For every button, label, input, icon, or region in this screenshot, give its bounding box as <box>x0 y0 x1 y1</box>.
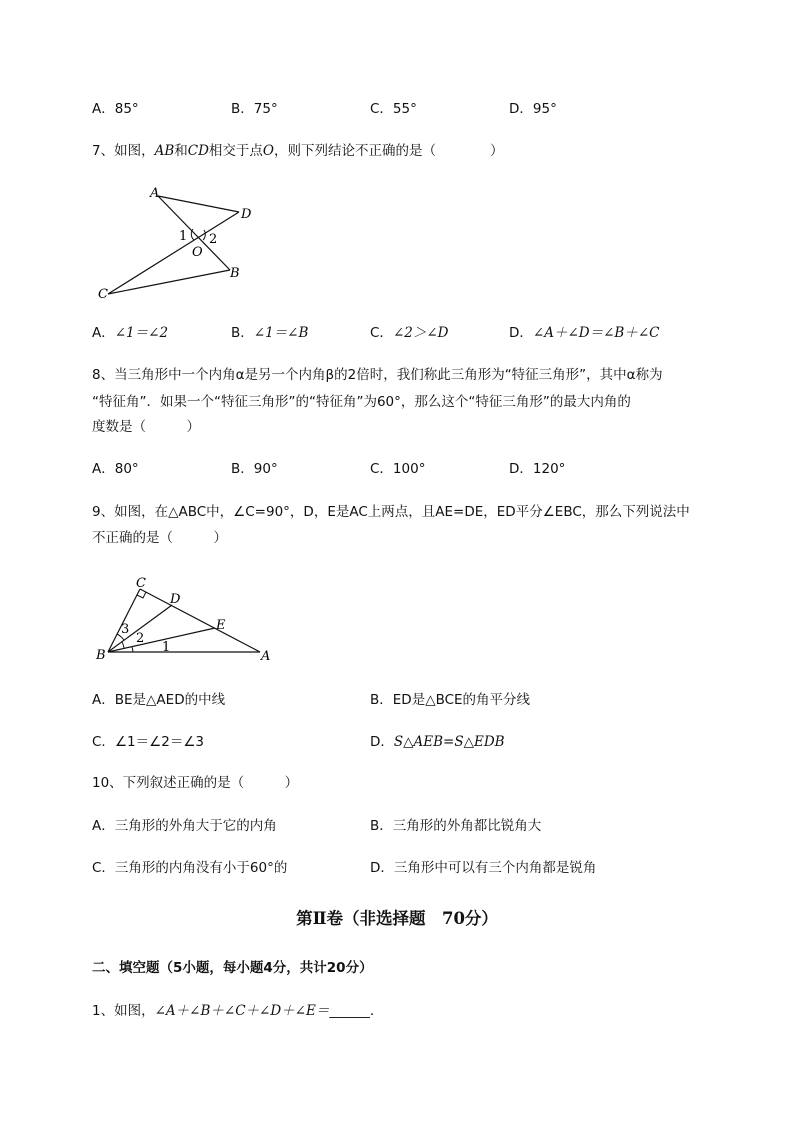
q7-option-a-text: ∠1＝∠2 <box>114 325 169 341</box>
q9-option-a <box>92 690 225 710</box>
q9-option-d-letter: D． <box>370 734 394 750</box>
q7-label-a: A <box>150 186 160 201</box>
q7-stem-o: O <box>262 143 274 159</box>
q7-label-c: C <box>98 287 108 302</box>
q7-option-c-text: ∠2＞∠D <box>392 325 449 341</box>
q7-stem-and: 和 <box>174 143 188 159</box>
q7-option-d-text: ∠A＋∠D＝∠B＋∠C <box>532 325 660 341</box>
q7-stem-cd: CD <box>187 143 209 159</box>
q6-option-a: A．85° <box>92 101 139 117</box>
q9-label-c: C <box>136 576 146 591</box>
q6-option-d: D．95° <box>509 101 557 117</box>
q7-segment-ad <box>158 196 239 212</box>
section-heading: 二、填空题（5小题，每小题4分，共计20分） <box>92 960 373 976</box>
q6-option-c: C．55° <box>370 101 417 117</box>
q9-option-c-text: ∠1＝∠2＝∠3 <box>114 734 205 750</box>
q7-option-b <box>231 323 308 343</box>
q10-stem: 10、下列叙述正确的是（ ） <box>92 775 299 791</box>
q7-stem <box>92 141 504 161</box>
fill-q1-prefix: 1、如图， <box>92 1003 155 1019</box>
q6-option-b: B．75° <box>231 101 278 117</box>
q7-option-d-letter: D． <box>509 325 533 341</box>
q7-option-c-letter: C． <box>370 325 393 341</box>
q9-option-c <box>92 732 204 752</box>
q7-angle-1-arc <box>191 229 194 240</box>
q7-figure <box>90 180 260 305</box>
q8-option-d: D．120° <box>509 461 566 477</box>
q7-label-1: 1 <box>179 229 188 244</box>
q9-angle-2-arc <box>122 642 124 648</box>
q9-option-b <box>370 690 530 710</box>
q9-option-c-letter: C． <box>92 734 115 750</box>
q9-stem-line2: 不正确的是（ ） <box>92 530 227 546</box>
q9-label-1: 1 <box>162 640 171 655</box>
q9-option-d-text: S△AEB=S△EDB <box>393 734 505 750</box>
q7-label-2: 2 <box>209 232 218 247</box>
q8-option-c: C．100° <box>370 461 426 477</box>
q10-option-b: B．三角形的外角都比锐角大 <box>370 818 542 834</box>
q7-stem-ab: AB <box>154 143 175 159</box>
fill-q1 <box>92 1001 383 1021</box>
q9-option-a-text: BE是△AED的中线 <box>114 692 226 708</box>
q8-stem-line2: “特征角”．如果一个“特征三角形”的“特征角”为60°，那么这个“特征三角形”的最大内角的 <box>92 394 631 410</box>
q7-option-a-letter: A． <box>92 325 115 341</box>
q9-label-a: A <box>261 649 271 664</box>
q8-stem-line1: 8、当三角形中一个内角α是另一个内角β的2倍时，我们称此三角形为“特征三角形”，其中α称为 <box>92 367 663 383</box>
q7-stem-mid: 相交于点 <box>208 143 263 159</box>
q9-option-d <box>370 732 505 752</box>
q7-label-d: D <box>241 207 252 222</box>
q9-option-b-text: ED是△BCE的角平分线 <box>392 692 531 708</box>
q7-option-b-letter: B． <box>231 325 254 341</box>
q7-label-b: B <box>230 266 240 281</box>
q7-stem-suffix: ，则下列结论不正确的是（ ） <box>274 143 504 159</box>
q9-label-2: 2 <box>136 631 145 646</box>
section-title <box>0 905 794 929</box>
q7-option-c <box>370 323 448 343</box>
q9-stem-line1: 9、如图，在△ABC中，∠C=90°，D，E是AC上两点，且AE=DE，ED平分∠EBC，那么下列说法中 <box>92 504 690 520</box>
q9-label-3: 3 <box>121 622 130 637</box>
q7-option-d <box>509 323 659 343</box>
section-title-text: 第Ⅱ卷（非选择题 70分） <box>296 909 498 928</box>
fill-q1-blank: ______． <box>329 1003 384 1019</box>
q9-label-d: D <box>170 592 181 607</box>
q8-option-b: B．90° <box>231 461 278 477</box>
q9-option-b-letter: B． <box>370 692 393 708</box>
q9-label-b: B <box>96 648 106 663</box>
q9-segment-ca <box>140 589 260 652</box>
q7-option-a <box>92 323 168 343</box>
q7-stem-prefix: 7、如图， <box>92 143 155 159</box>
q8-option-a: A．80° <box>92 461 139 477</box>
q9-angle-1-arc <box>132 647 133 652</box>
fill-q1-expr: ∠A＋∠B＋∠C＋∠D＋∠E＝ <box>154 1003 330 1019</box>
q9-label-e: E <box>216 618 226 633</box>
q7-option-b-text: ∠1＝∠B <box>253 325 309 341</box>
q10-option-a: A．三角形的外角大于它的内角 <box>92 818 277 834</box>
q10-option-d: D．三角形中可以有三个内角都是锐角 <box>370 860 597 876</box>
q7-label-o: O <box>192 245 203 260</box>
q10-option-c: C．三角形的内角没有小于60°的 <box>92 860 288 876</box>
q9-figure <box>90 572 280 667</box>
q8-stem-line3: 度数是（ ） <box>92 419 200 435</box>
q9-option-a-letter: A． <box>92 692 115 708</box>
